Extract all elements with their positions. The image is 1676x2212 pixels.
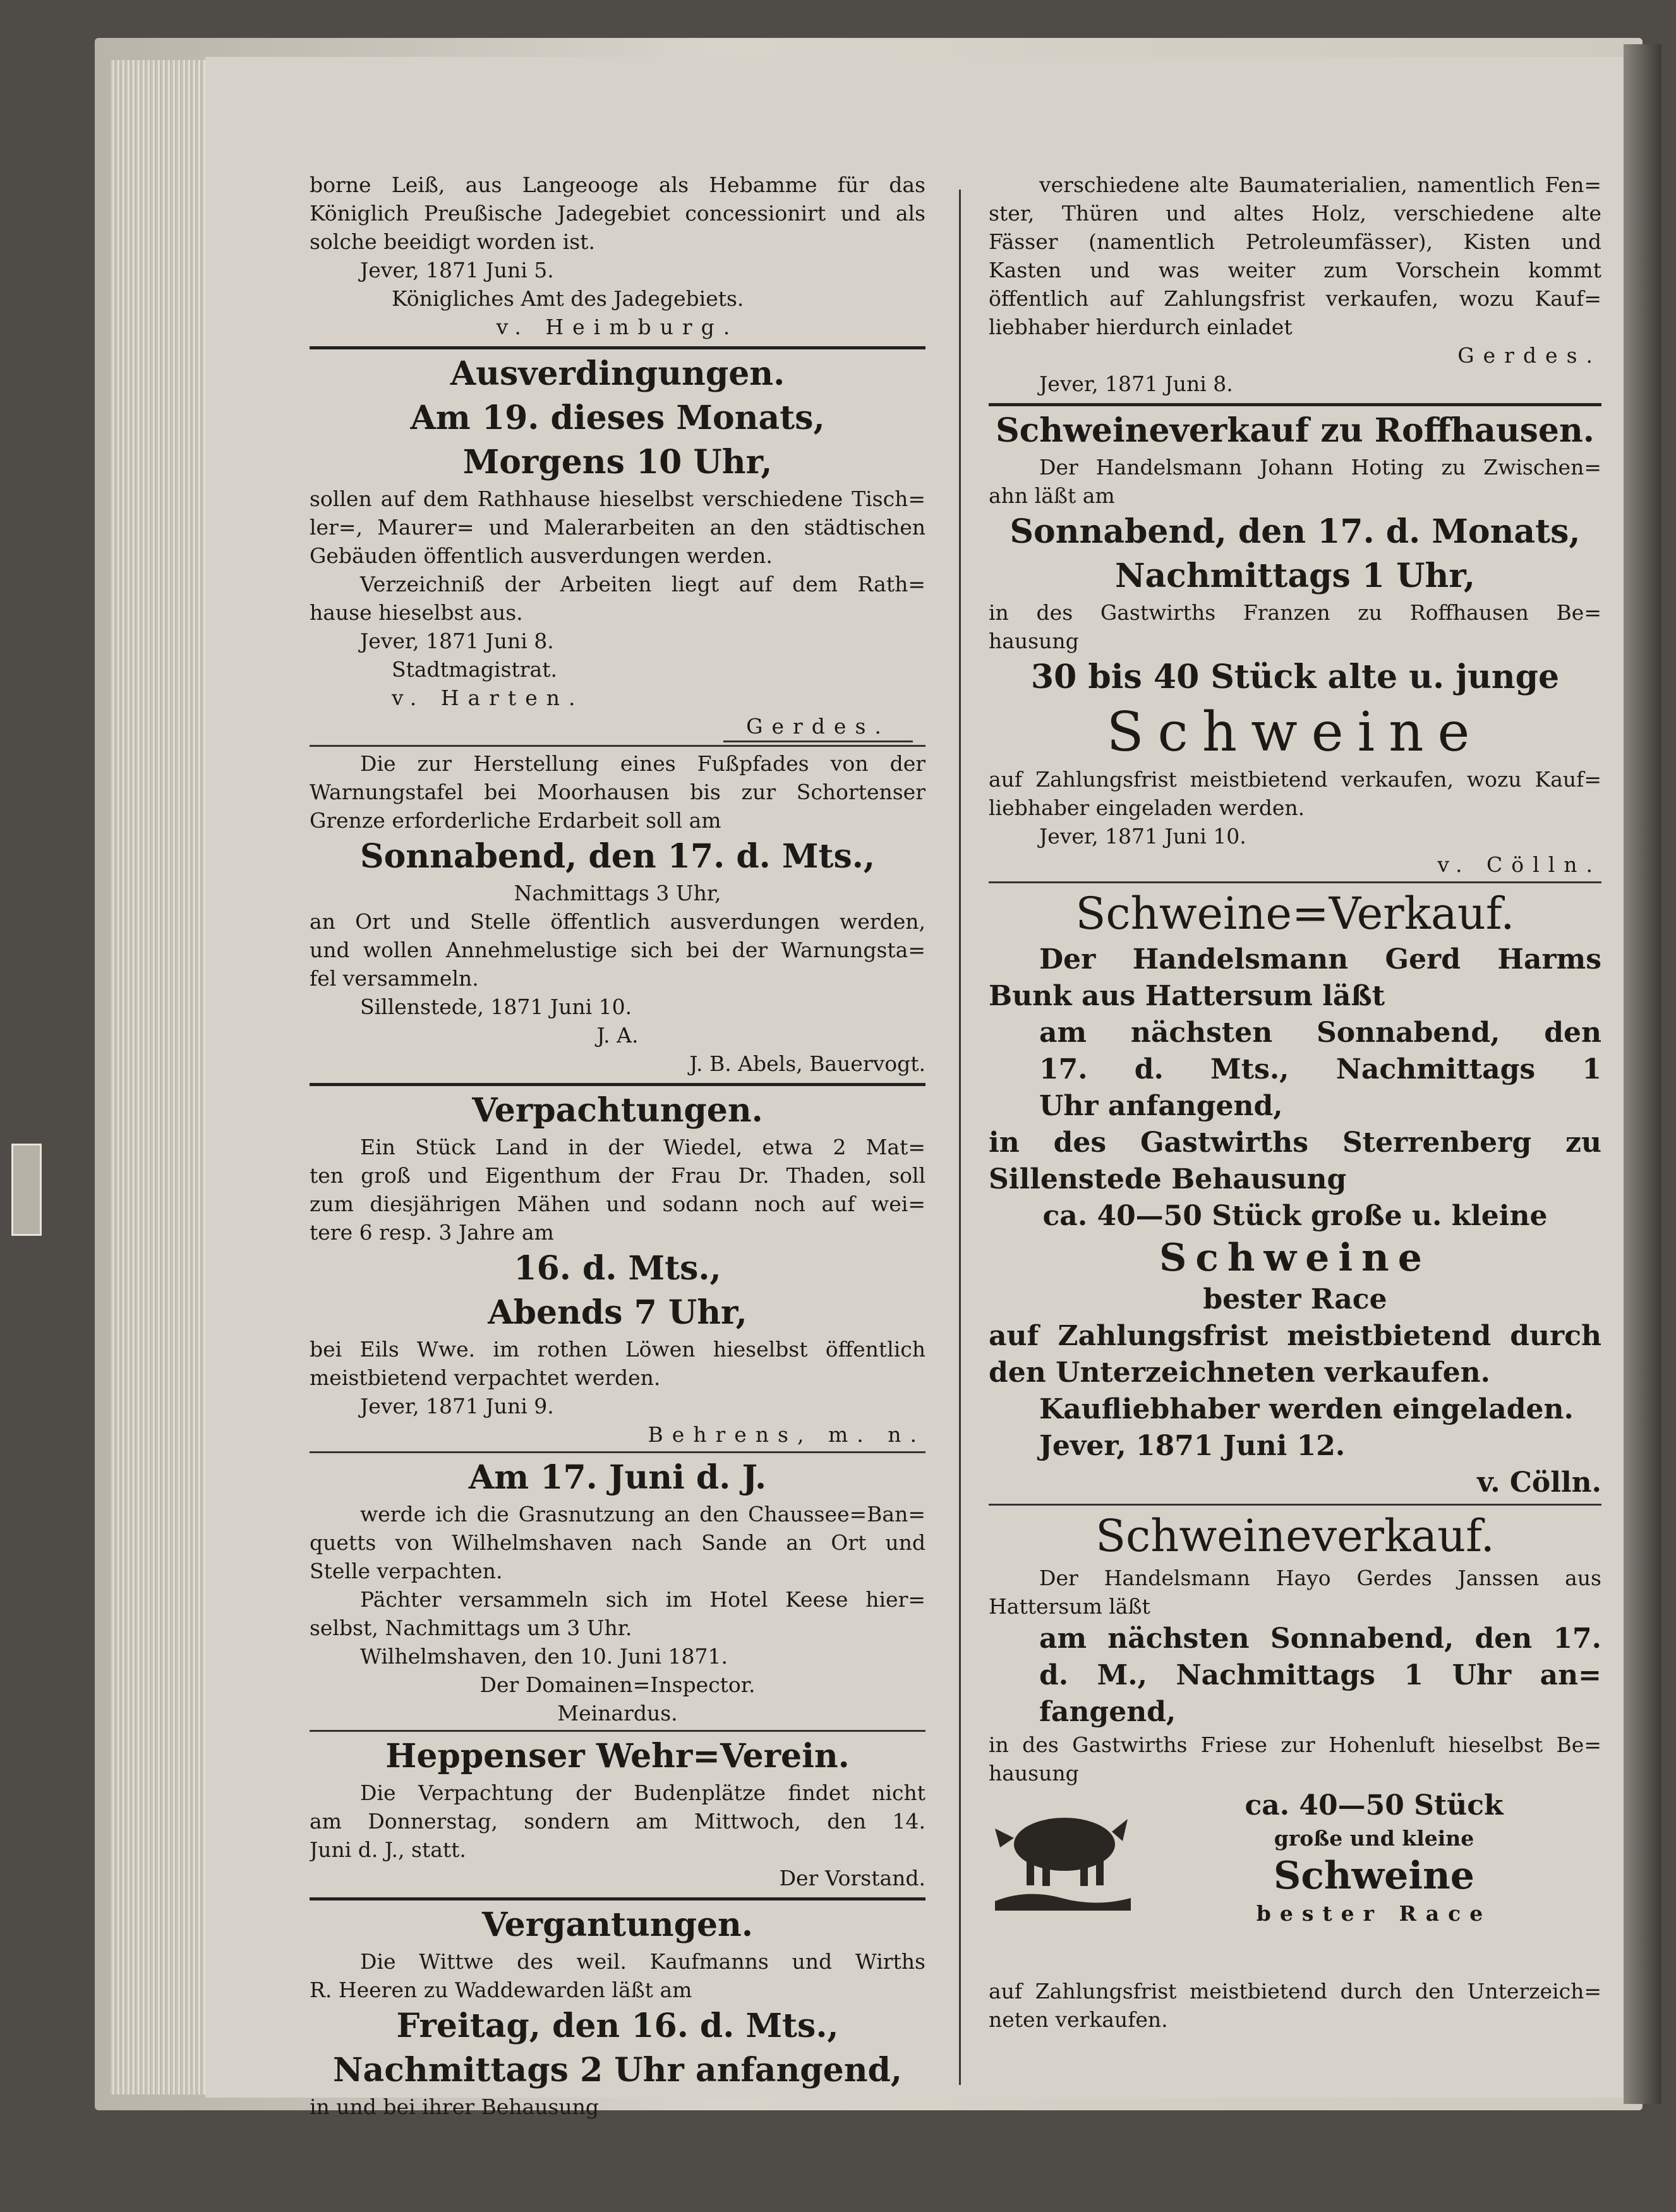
text-line: Gebäuden öffentlich ausverdungen werden. — [310, 543, 773, 568]
text-line: tere 6 resp. 3 Jahre am — [310, 1220, 554, 1245]
ad-title: Verpachtungen. — [472, 1091, 763, 1130]
notice-schweine-verkauf — [989, 886, 1601, 1501]
text-line: ler=, Maurer= und Malerarbeiten an den städtischen — [310, 515, 925, 540]
text-line: Pächter versammeln sich im Hotel Keese hier= — [360, 1587, 925, 1612]
text-line: fel versammeln. — [310, 966, 479, 991]
ad-time: Morgens 10 Uhr, — [462, 443, 773, 481]
page-shadow — [1624, 44, 1661, 2104]
text-line: Uhr anfangend, — [1039, 1090, 1283, 1122]
left-column — [310, 171, 925, 2121]
text-line: borne Leiß, aus Langeooge als Hebamme für das — [310, 172, 925, 197]
text-line: sollen auf dem Rathhause hieselbst verschiedene Tisch= — [310, 487, 925, 511]
ad-date: Freitag, den 16. d. Mts., — [396, 2007, 839, 2045]
dateline: Jever, 1871 Juni 5. — [360, 258, 554, 282]
notice-ausverdingungen — [310, 352, 925, 742]
text-line: an Ort und Stelle öffentlich ausverdungen werden, — [310, 909, 925, 934]
text-line: Fässer (namentlich Petroleumfässer), Kisten und — [989, 229, 1601, 254]
text-line: am nächsten Sonnabend, den — [1039, 1017, 1601, 1049]
ad-headline: Schweine — [1159, 1236, 1431, 1280]
text-line: Sillenstede Behausung — [989, 1163, 1347, 1195]
ad-count: ca. 40—50 Stück große u. kleine — [1042, 1200, 1548, 1232]
text-line: hausung — [989, 1761, 1079, 1786]
notice-vergantungen — [310, 1903, 925, 2121]
signature: v. Cölln. — [1437, 852, 1601, 877]
text-line: werde ich die Grasnutzung an den Chaussee=Ban= — [360, 1502, 925, 1526]
ad-count: ca. 40—50 Stück — [1245, 1789, 1504, 1822]
text-line: auf Zahlungsfrist meistbietend verkaufen, wozu Kauf= — [989, 767, 1601, 792]
text-line: in und bei ihrer Behausung — [310, 2094, 600, 2119]
ad-subline: große und kleine — [1274, 1826, 1474, 1851]
pig-block — [989, 1787, 1601, 1977]
ad-subline: bester Race — [1256, 1901, 1492, 1926]
text-line: öffentlich auf Zahlungsfrist verkaufen, wozu Kauf= — [989, 286, 1601, 311]
text-line: Verzeichniß der Arbeiten liegt auf dem Rath= — [360, 572, 925, 596]
text-line: 17. d. Mts., Nachmittags 1 — [1039, 1053, 1601, 1085]
separator — [310, 1730, 925, 1732]
text-line: meistbietend verpachtet werden. — [310, 1365, 661, 1390]
separator — [989, 1504, 1601, 1506]
signature: Der Vorstand. — [779, 1866, 925, 1890]
notice-grasnutzung — [310, 1456, 925, 1727]
ad-date: Sonnabend, den 17. d. Mts., — [360, 837, 875, 876]
text-line: Bunk aus Hattersum läßt — [989, 980, 1385, 1012]
text-line: am nächsten Sonnabend, den 17. — [1039, 1623, 1601, 1655]
text-line: Der Handelsmann Johann Hoting zu Zwischen= — [1039, 455, 1601, 480]
notice-schweineverkauf — [989, 1508, 1601, 2034]
text-line: Der Handelsmann Hayo Gerdes Janssen aus — [1039, 1566, 1601, 1590]
ad-date: Am 19. dieses Monats, — [410, 399, 825, 437]
ad-time: Nachmittags 3 Uhr, — [514, 881, 721, 905]
ad-title: Schweine=Verkauf. — [1075, 888, 1515, 940]
ad-headline: Schweine — [1106, 701, 1484, 764]
ad-title: Vergantungen. — [482, 1906, 753, 1944]
separator — [310, 745, 925, 747]
ad-date: Sonnabend, den 17. d. Monats, — [1010, 512, 1581, 551]
signature: v. Heimburg. — [496, 315, 739, 339]
text-line: auf Zahlungsfrist meistbietend durch den Unterzeich= — [989, 1979, 1601, 2003]
signature: v. Harten. — [392, 686, 584, 710]
signature: J. B. Abels, Bauervogt. — [689, 1051, 925, 1076]
ad-count: 30 bis 40 Stück alte u. junge — [1030, 658, 1560, 696]
signature: Gerdes. — [1457, 343, 1601, 368]
notice-roffhausen — [989, 409, 1601, 879]
text-line: solche beeidigt worden ist. — [310, 229, 595, 254]
dateline: Jever, 1871 Juni 10. — [1039, 824, 1246, 849]
dateline: Sillenstede, 1871 Juni 10. — [360, 994, 632, 1019]
text-line: R. Heeren zu Waddewarden läßt am — [310, 1978, 692, 2002]
text-line: Königlich Preußische Jadegebiet concessionirt und als — [310, 201, 925, 226]
text-line: bei Eils Wwe. im rothen Löwen hieselbst öffentlich — [310, 1337, 925, 1362]
text-line: Hattersum läßt — [989, 1594, 1150, 1619]
text-line: quetts von Wilhelmshaven nach Sande an Ort und — [310, 1530, 925, 1555]
text-line: Juni d. J., statt. — [310, 1837, 466, 1862]
notice-verpachtungen — [310, 1089, 925, 1449]
signature: Meinardus. — [557, 1701, 678, 1725]
ad-title: Heppenser Wehr=Verein. — [385, 1737, 850, 1775]
text-line: am Donnerstag, sondern am Mittwoch, den 14. — [310, 1809, 925, 1834]
authority: Königliches Amt des Jadegebiets. — [392, 286, 744, 311]
text-line: Warnungstafel bei Moorhausen bis zur Schortenser — [310, 780, 925, 804]
right-column — [989, 171, 1601, 2034]
authority: Stadtmagistrat. — [392, 657, 557, 682]
text-line: fangend, — [1039, 1696, 1176, 1728]
text-line: den Unterzeichneten verkaufen. — [989, 1357, 1490, 1389]
text-line: Die Wittwe des weil. Kaufmanns und Wirths — [360, 1949, 925, 1974]
text-line: liebhaber eingeladen werden. — [989, 795, 1305, 820]
binding-clip — [11, 1144, 42, 1236]
separator — [310, 346, 925, 349]
text-line: auf Zahlungsfrist meistbietend durch — [989, 1320, 1601, 1352]
dateline: Wilhelmshaven, den 10. Juni 1871. — [360, 1644, 728, 1669]
pig-illustration-icon — [989, 1794, 1134, 1914]
ad-subline: bester Race — [1203, 1283, 1387, 1315]
separator — [310, 1083, 925, 1086]
pig-text — [1147, 1787, 1601, 1928]
text-line: ster, Thüren und altes Holz, verschiedene alte — [989, 201, 1601, 226]
text-line: Grenze erforderliche Erdarbeit soll am — [310, 808, 721, 833]
ad-time: Abends 7 Uhr, — [488, 1293, 747, 1332]
text-line: Kasten und was weiter zum Vorschein kommt — [989, 258, 1601, 282]
text-line: Stelle verpachten. — [310, 1559, 503, 1583]
dateline: Jever, 1871 Juni 9. — [360, 1394, 554, 1418]
notice-fusspfad — [310, 749, 925, 1078]
ad-title: Ausverdingungen. — [450, 354, 785, 393]
text-line: ten groß und Eigenthum der Frau Dr. Thaden, soll — [310, 1163, 925, 1188]
text-line: selbst, Nachmittags um 3 Uhr. — [310, 1616, 632, 1640]
separator — [310, 1897, 925, 1901]
text-line: Der Handelsmann Gerd Harms — [1039, 943, 1601, 976]
ad-headline: Schweine — [1274, 1854, 1474, 1898]
notice-baumaterialien — [989, 171, 1601, 398]
text-line: in des Gastwirths Sterrenberg zu — [989, 1127, 1601, 1159]
ad-time: Nachmittags 2 Uhr anfangend, — [333, 2051, 902, 2089]
dateline: Jever, 1871 Juni 12. — [1039, 1430, 1346, 1462]
text-line: Ein Stück Land in der Wiedel, etwa 2 Mat= — [360, 1135, 925, 1159]
text-line: in des Gastwirths Franzen zu Roffhausen Be= — [989, 600, 1601, 625]
ad-date: Am 17. Juni d. J. — [468, 1458, 767, 1497]
dateline: Jever, 1871 Juni 8. — [360, 629, 554, 653]
authority: J. A. — [596, 1023, 639, 1048]
notice-midwife — [310, 171, 925, 341]
ad-title: Schweineverkauf. — [1095, 1510, 1495, 1562]
text-line: hausung — [989, 629, 1079, 653]
separator — [989, 881, 1601, 883]
page-stack — [111, 60, 205, 2094]
ad-title: Schweineverkauf zu Roffhausen. — [996, 411, 1595, 450]
notice-wehr-verein — [310, 1734, 925, 1892]
separator — [310, 1451, 925, 1453]
separator — [989, 403, 1601, 406]
text-line: in des Gastwirths Friese zur Hohenluft hieselbst Be= — [989, 1732, 1601, 1757]
text-line: Kaufliebhaber werden eingeladen. — [1039, 1393, 1574, 1425]
signature: v. Cölln. — [1477, 1466, 1601, 1499]
signature: Behrens, m. n. — [648, 1422, 925, 1447]
text-line: Die Verpachtung der Budenplätze findet nicht — [360, 1780, 925, 1805]
signature: Gerdes. — [723, 712, 913, 742]
text-line: liebhaber hierdurch einladet — [989, 315, 1293, 339]
column-divider — [959, 190, 961, 2085]
text-line: ahn läßt am — [989, 483, 1115, 508]
text-line: d. M., Nachmittags 1 Uhr an= — [1039, 1659, 1601, 1691]
ad-time: Nachmittags 1 Uhr, — [1114, 557, 1476, 595]
authority: Der Domainen=Inspector. — [479, 1672, 756, 1697]
text-line: Die zur Herstellung eines Fußpfades von der — [360, 751, 925, 776]
text-line: zum diesjährigen Mähen und sodann noch auf wei= — [310, 1192, 925, 1216]
ad-date: 16. d. Mts., — [514, 1249, 721, 1288]
dateline: Jever, 1871 Juni 8. — [1039, 372, 1233, 396]
text-line: und wollen Annehmelustige sich bei der Warnungsta= — [310, 938, 925, 962]
text-line: hause hieselbst aus. — [310, 600, 523, 625]
text-line: verschiedene alte Baumaterialien, namentlich Fen= — [1039, 172, 1601, 197]
text-line: neten verkaufen. — [989, 2007, 1168, 2032]
